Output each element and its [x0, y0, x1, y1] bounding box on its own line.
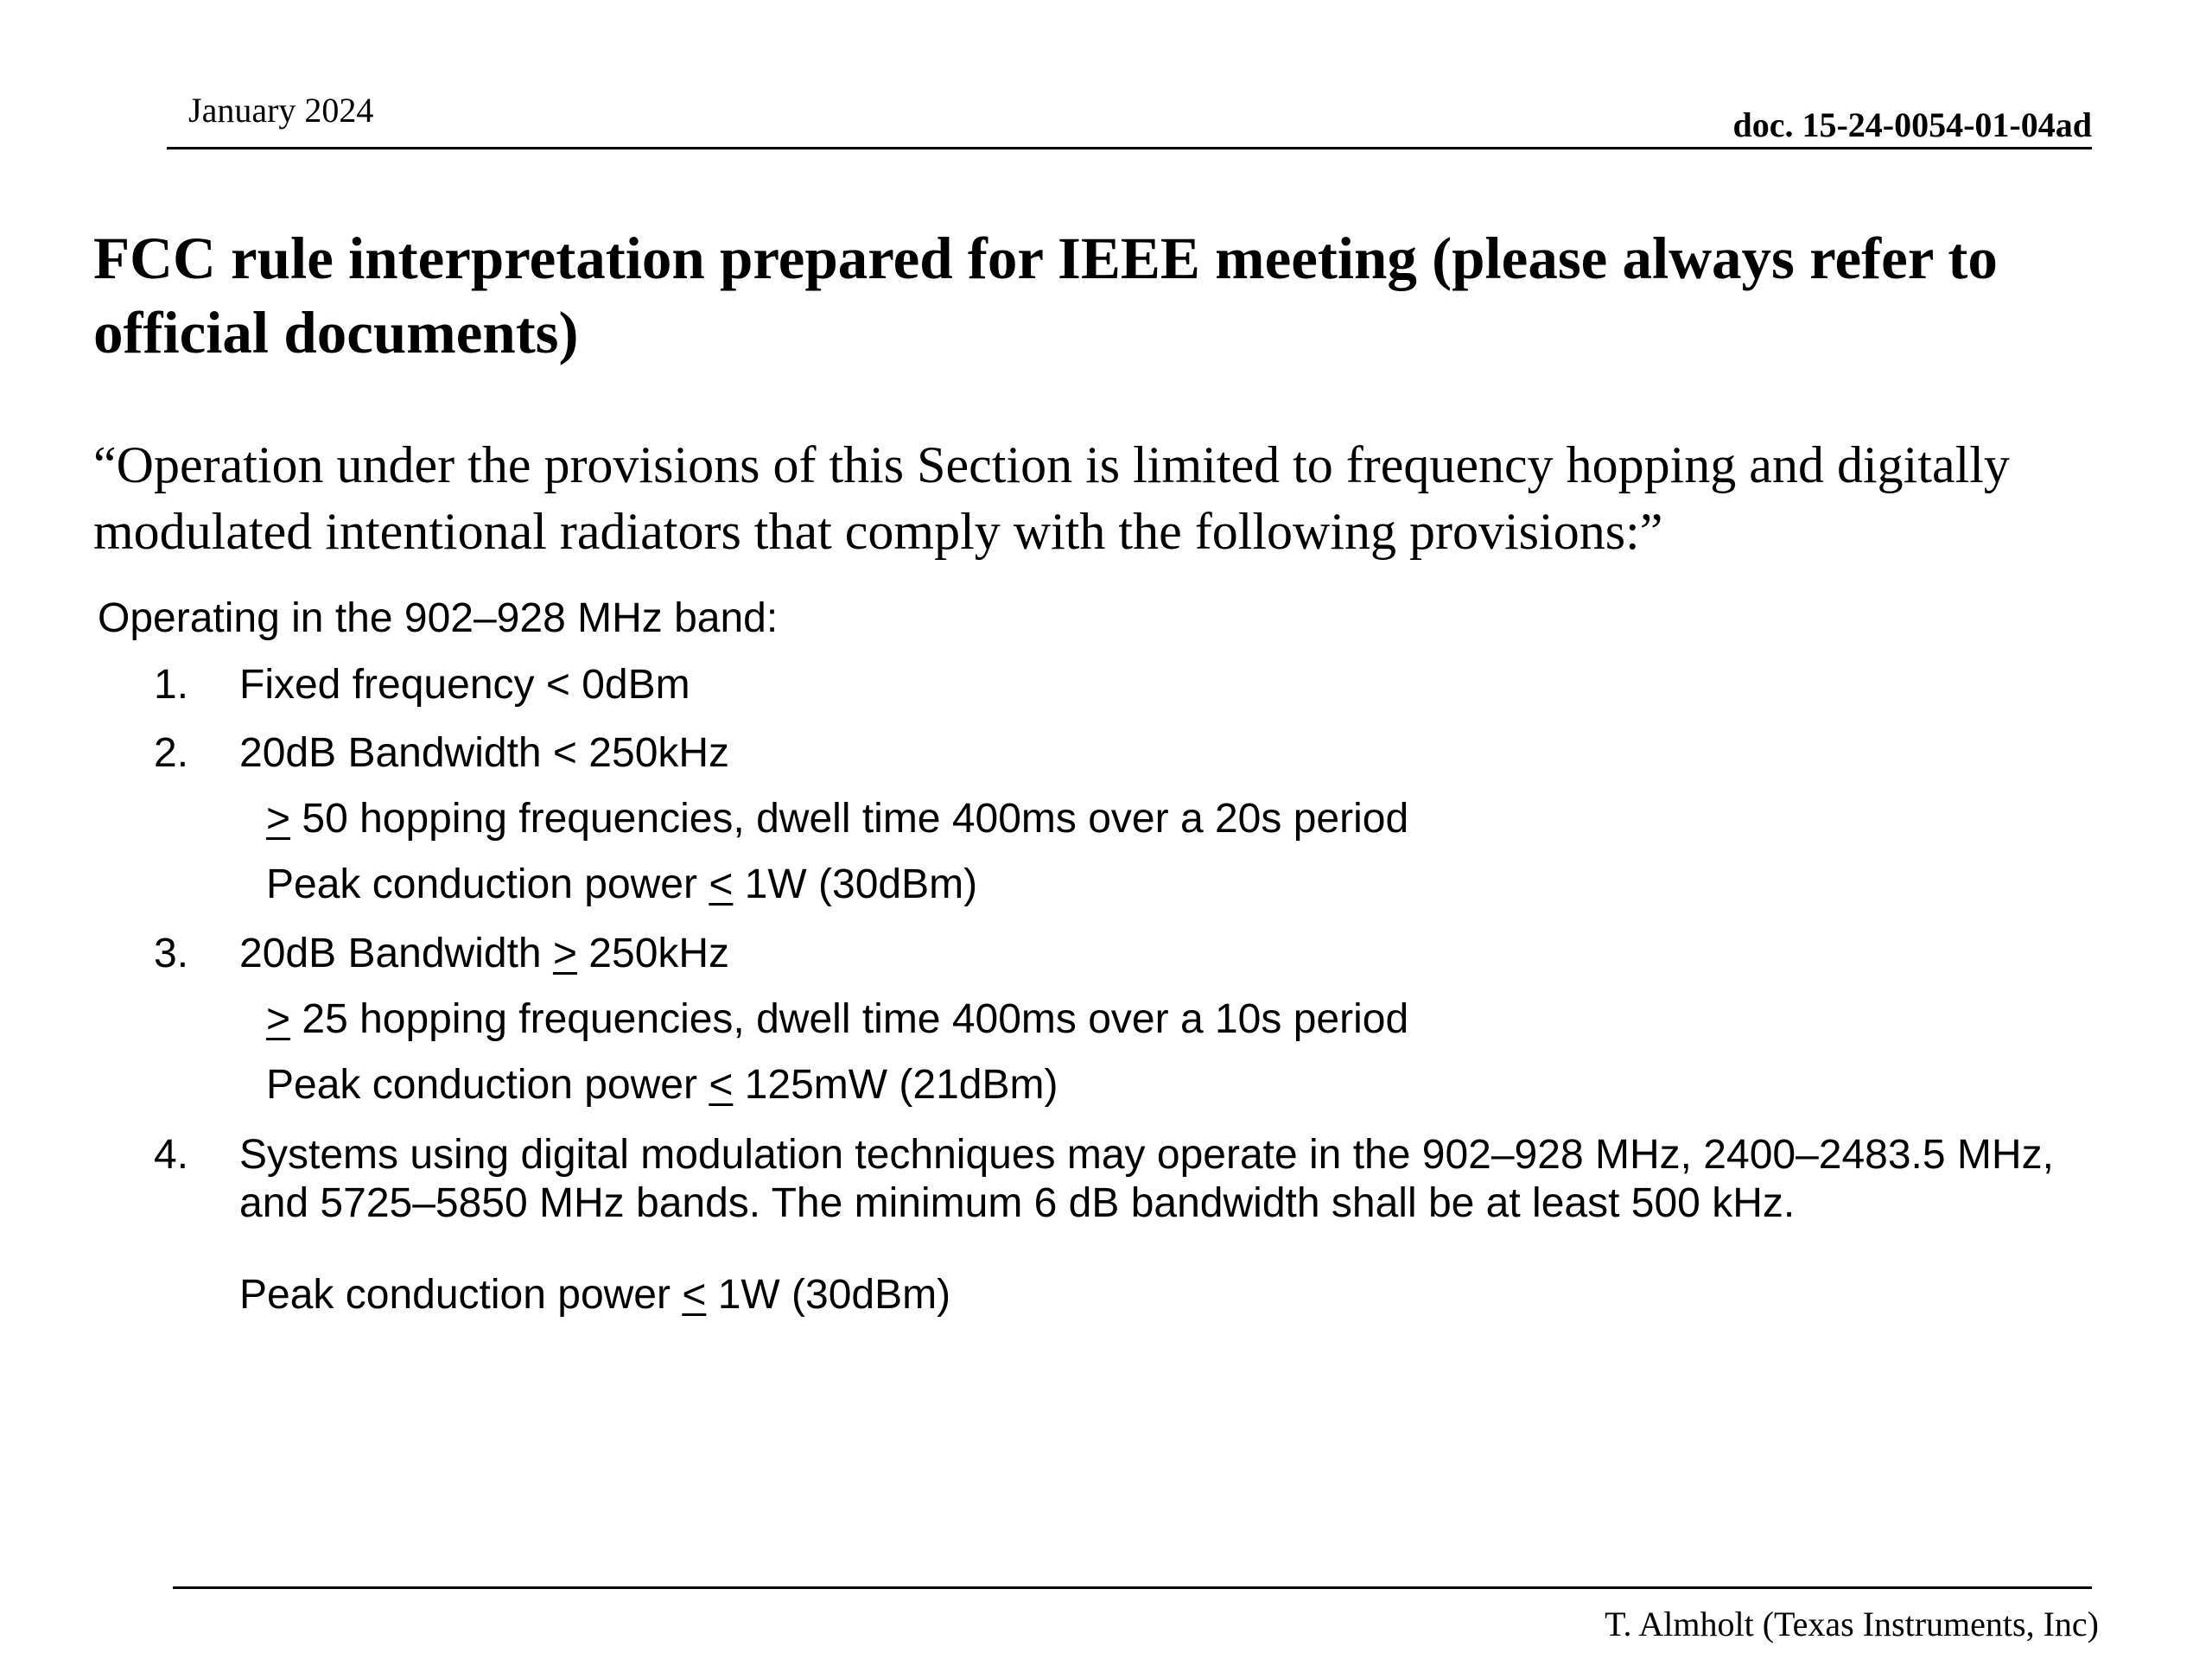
list-item-detail — [266, 795, 1408, 843]
list-item-detail — [266, 995, 1408, 1044]
list-item-number: 1. — [154, 662, 189, 708]
detail-text: 1W (30dBm) — [706, 1272, 951, 1318]
header-rule — [167, 147, 2092, 149]
list-item-detail — [239, 1271, 950, 1319]
detail-text: Peak conduction power — [239, 1272, 683, 1318]
footer-rule — [173, 1586, 2092, 1589]
list-item-text: Fixed frequency < 0dBm — [239, 662, 690, 708]
list-item-number: 3. — [154, 931, 189, 976]
le-symbol: < — [709, 1062, 734, 1108]
list-item-detail — [266, 861, 977, 909]
le-symbol: < — [709, 861, 734, 907]
le-symbol: < — [682, 1272, 707, 1318]
header-date: January 2024 — [188, 91, 374, 130]
list-item-text: 20dB Bandwidth < 250kHz — [239, 730, 730, 776]
detail-text: 1W (30dBm) — [733, 861, 978, 907]
regulation-quote: “Operation under the provisions of this Section is limited to frequency hopping and digitally modulated intentional radiators that comply with the following provisions:” — [93, 436, 2010, 560]
list-item-number: 4. — [154, 1132, 189, 1178]
detail-text: 125mW (21dBm) — [733, 1062, 1058, 1108]
ge-symbol: > — [552, 931, 577, 976]
footer-author: T. Almholt (Texas Instruments, Inc) — [1605, 1605, 2099, 1643]
ge-symbol: > — [266, 996, 291, 1042]
list-item-text: Systems using digital modulation techniques may operate in the 902–928 MHz, 2400–2483.5 MHz, and 5725–5850 MHz bands. The minimum 6 dB bandwidth shall be at least 500 kHz. — [239, 1132, 2054, 1226]
detail-text: Peak conduction power — [266, 861, 709, 907]
page-title: FCC rule interpretation prepared for IEEE meeting (please always refer to official documents) — [93, 226, 1998, 365]
band-intro: Operating in the 902–928 MHz band: — [98, 595, 779, 641]
list-item-number: 2. — [154, 730, 189, 776]
ge-symbol: > — [266, 796, 291, 842]
list-item-detail — [266, 1061, 1058, 1109]
document-number: doc. 15-24-0054-01-04ad — [1732, 105, 2092, 144]
detail-text: Peak conduction power — [266, 1062, 709, 1108]
list-item-text-part: 250kHz — [576, 931, 730, 976]
list-item-text-part: 20dB Bandwidth — [239, 931, 553, 976]
list-item-text — [239, 930, 2054, 978]
detail-text: 25 hopping frequencies, dwell time 400ms over a 10s period — [290, 996, 1409, 1042]
detail-text: 50 hopping frequencies, dwell time 400ms over a 20s period — [290, 796, 1409, 842]
